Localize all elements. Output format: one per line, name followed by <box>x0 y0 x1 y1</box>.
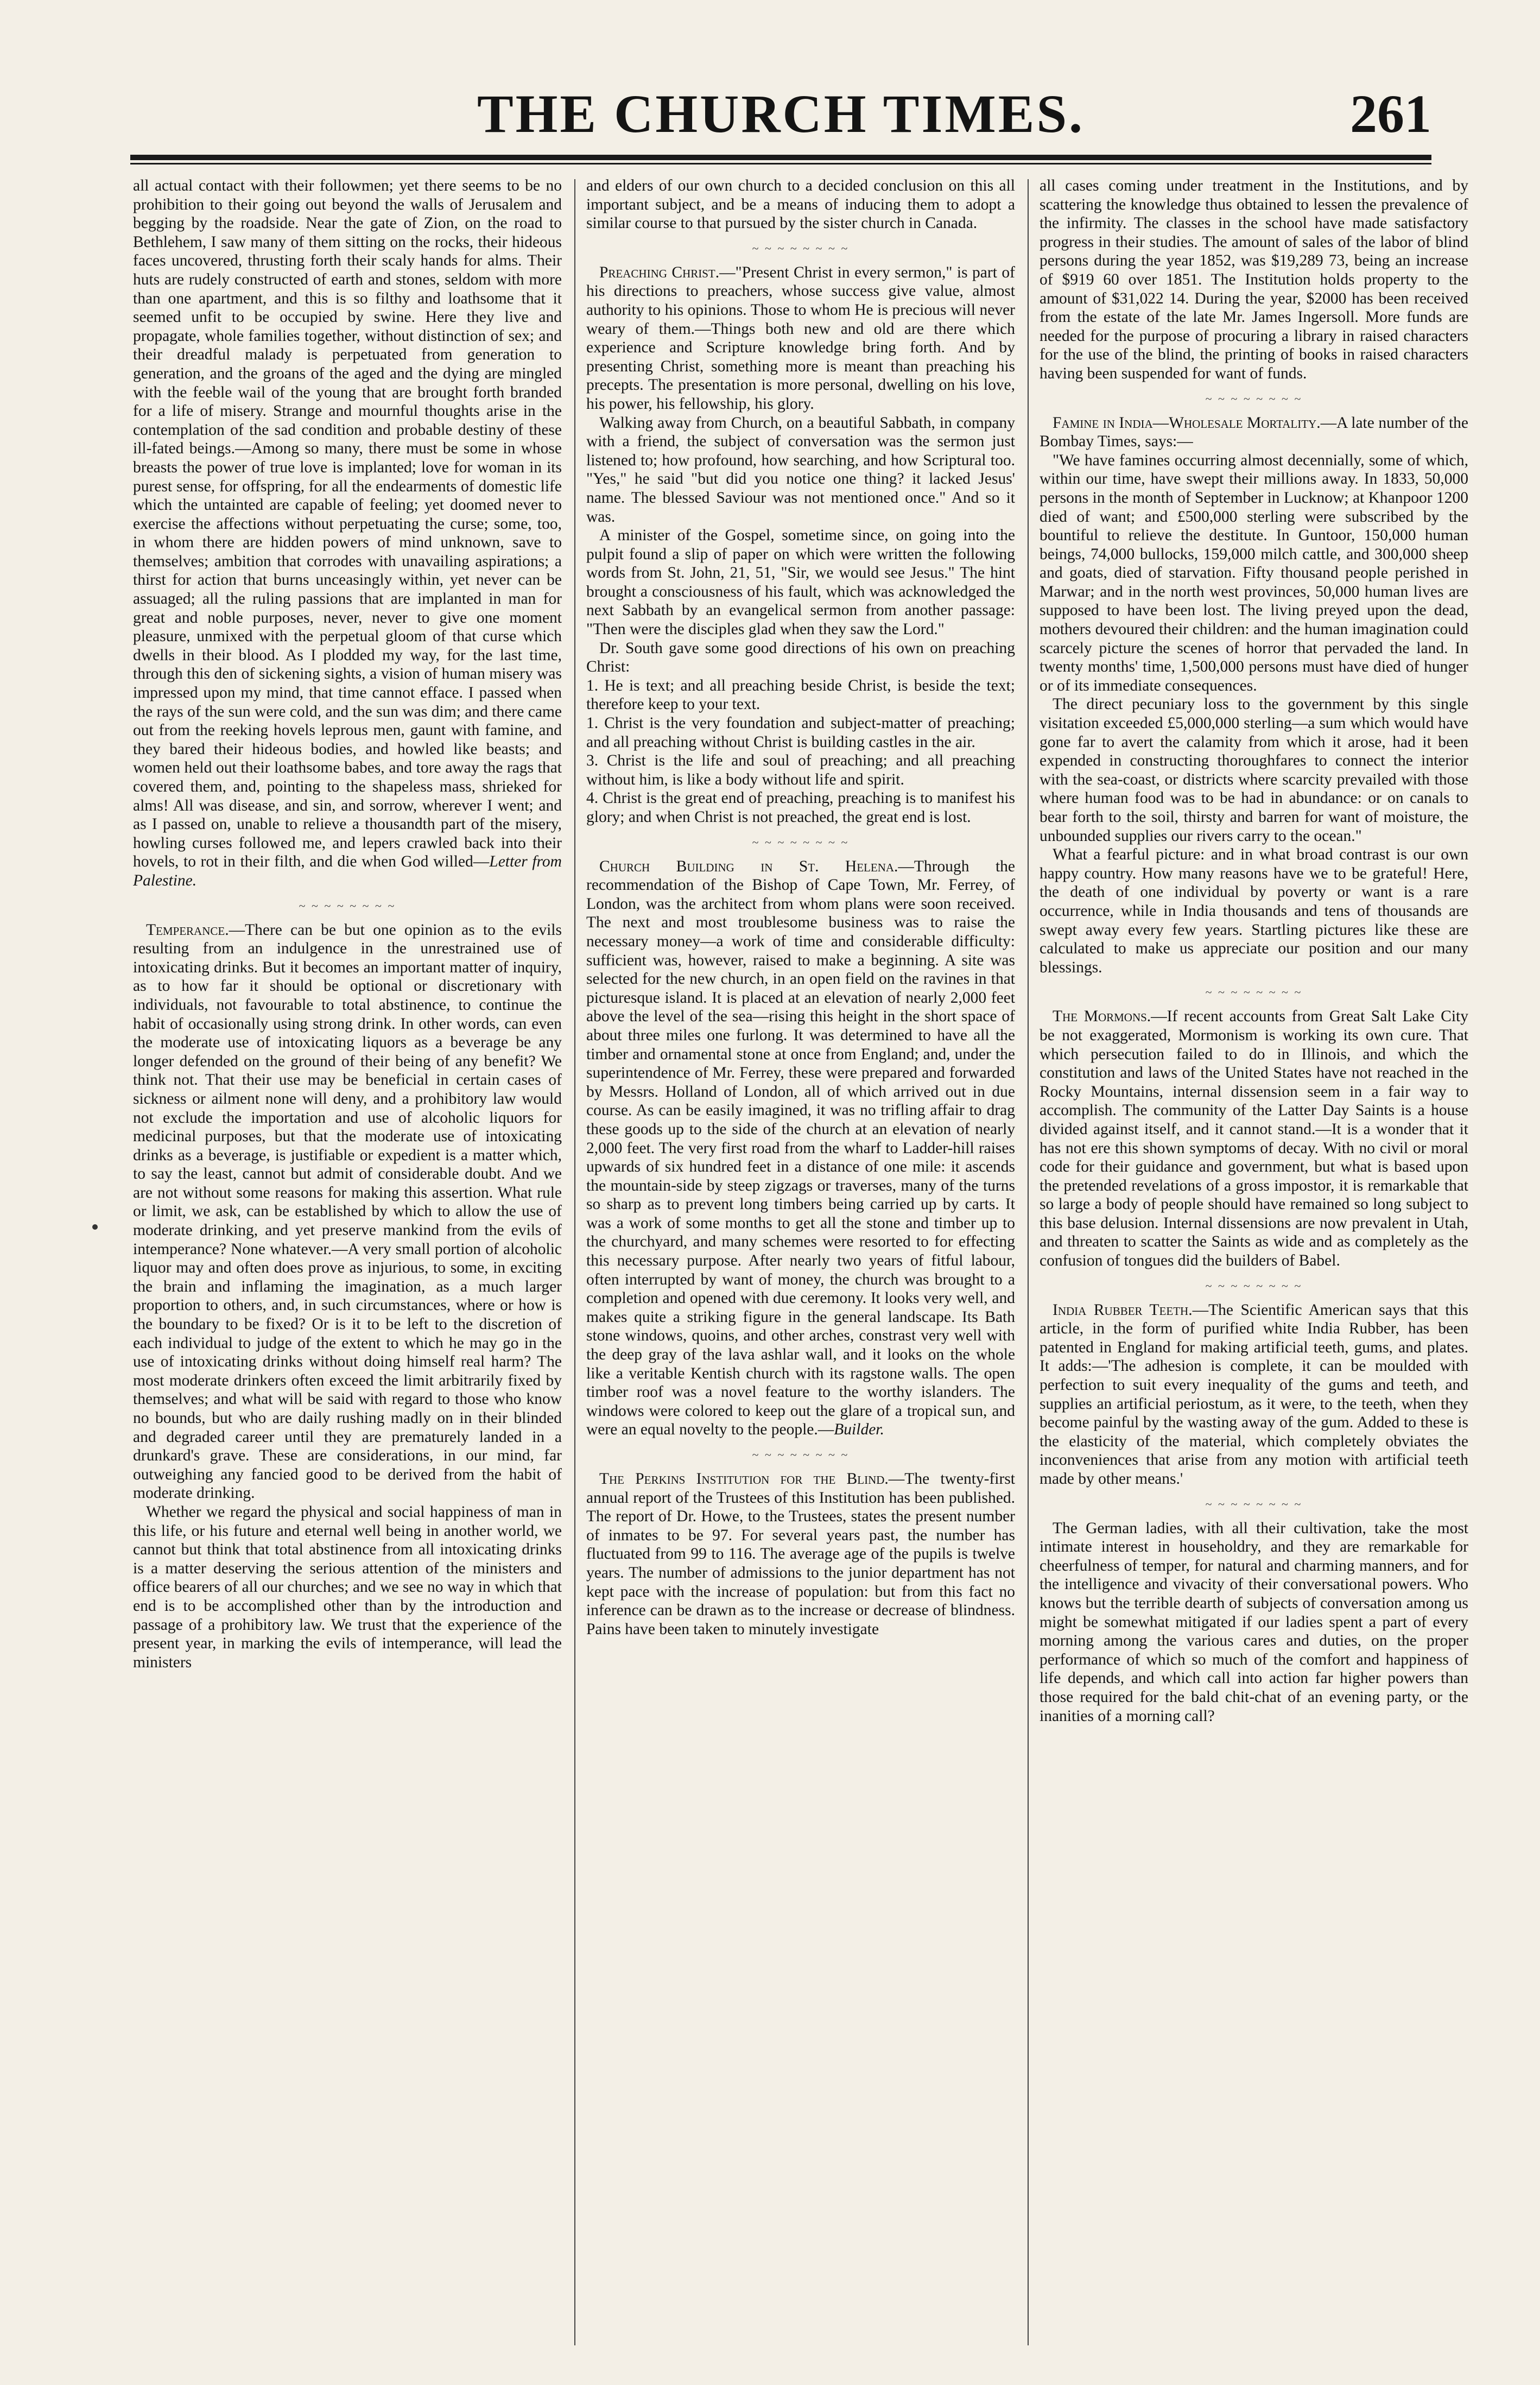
article-temperance-end: and elders of our own church to a decided conclusion on this all important subject, and be a means of inducing them to adopt a similar course to that pursued by the sister church in Canada. <box>586 177 1015 232</box>
article-perkins-heading: The Perkins Institution for the Blind. <box>599 1470 889 1488</box>
article-preaching-heading: Preaching Christ. <box>599 263 720 281</box>
margin-mark <box>92 1224 98 1230</box>
masthead-rule-heavy <box>130 155 1431 160</box>
column-2 <box>586 176 1015 2348</box>
article-preaching-p4: Dr. South gave some good directions of his own on preaching Christ: <box>586 639 1015 676</box>
article-separator: ~ ~ ~ ~ ~ ~ ~ ~ <box>752 241 850 255</box>
article-temperance-cont: Whether we regard the physical and social happiness of man in this life, or his future and eternal well being in another world, we cannot but think that total abstinence from all intoxicating drinks is a matter deserving the serious attention of the ministers and office bearers of all our churches; and we see no way in which that end is to be accomplished other than by the introduction and passage of a prohibitory law. We trust that the experience of the present year, in marking the evils of intemperance, will lead the ministers <box>133 1503 562 1671</box>
article-separator: ~ ~ ~ ~ ~ ~ ~ ~ <box>1205 391 1303 406</box>
article-rubber-teeth-heading: India Rubber Teeth. <box>1053 1301 1193 1319</box>
column-1 <box>133 176 562 2348</box>
preaching-directions-list <box>586 676 1015 827</box>
article-german-ladies: The German ladies, with all their cultivation, take the most intimate interest in householdry, and they are remarkable for cheerfulness of temper, for natural and charming manners, and for the intelligence and vivacity of their conversational powers. Who knows but the terrible dearth of subjects of conversation among us might be somewhat mitigated if our ladies spent a part of every morning among the various cares and duties, on the proper performance of which so much of the comfort and happiness of life depends, and which call into action far higher powers than those required for the bald chit-chat of an evening party, or the inanities of a morning call? <box>1040 1519 1468 1725</box>
article-famine-p2: "We have famines occurring almost decennially, some of which, within our time, have swept their millions away. In 1833, 50,000 persons in the month of September in Lucknow; at Khanpoor 1200 died of want; and £500,000 sterling were subscribed by the bountiful to relieve the destitute. In Guntoor, 150,000 human beings, 74,000 bullocks, 159,000 milch cattle, and 300,000 sheep and goats, died of starvation. Fifty thousand people perished in Marwar; and in the north west provinces, 50,000 human lives are supposed to have been lost. The living preyed upon the dead, mothers devoured their children: and the human imagination could scarcely picture the scenes of horror that pervaded the land. In twenty months' time, 1,500,000 persons must have died of hunger or of its immediate consequences. <box>1040 451 1468 694</box>
article-famine: Famine in India—Wholesale Mortality.—A late number of the Bombay Times, says:— <box>1040 414 1468 451</box>
masthead-rule-light <box>130 163 1431 165</box>
article-rubber-teeth: India Rubber Teeth.—The Scientific American says that this article, in the form of purified white India Rubber, has been patented in England for making artificial teeth, gums, and plates. It adds:—'The adhesion is complete, it can be moulded with perfection to suit every inequality of the gums and teeth, and supplies an artificial periostum, as it were, to the teeth, when they become painful by the wasting away of the gum. Added to these is the elasticity of the material, which completely obviates the inconveniences that arise from any motion with artificial teeth made by other means.' <box>1040 1301 1468 1488</box>
article-leper-source: Letter from Palestine. <box>133 853 562 889</box>
article-temperance: Temperance.—There can be but one opinion as to the evils resulting from an indulgence in the unrestrained use of intoxicating drinks. But it becomes an important matter of inquiry, as to how far it should be optional or discretionary with individuals, not favourable to total abstinence, to continue the habit of occasionally using strong drink. In other words, can even the moderate use of intoxicating liquors as a beverage be any longer defended on the ground of their being of any benefit? We think not. That their use may be beneficial in certain cases of sickness or ailment none will deny, and a prohibitory law would not exclude the importation and use of alcoholic liquors for medicinal purposes, but that the moderate use of intoxicating drinks as a beverage, is justifiable or expedient is a matter which, to say the least, cannot but admit of considerable doubt. And we are not without some reasons for making this assertion. What rule or limit, we ask, can be established by which to allow the use of moderate drinking, and yet preserve mankind from the evils of intemperance? None whatever.—A very small portion of alcoholic liquor may and often does prove as injurious, to some, in exciting the brain and inflaming the imagination, as a much larger proportion to others, and, in such circumstances, where or how is the boundary to be fixed? Or is it to be left to the discretion of each individual to judge of the extent to which he may go in the use of intoxicating drinks without doing himself real harm? The most moderate drinkers often exceed the limit arbitrarily fixed by themselves; and what will be said with regard to those who know no bounds, but who are daily rushing madly on in their blinded and degraded career until they are prematurely landed in a drunkard's grave. These are considerations, in our mind, far outweighing any fancied good to be derived from the habit of moderate drinking. <box>133 921 562 1502</box>
column-divider-1 <box>574 179 575 2345</box>
article-leper-text: all actual contact with their followmen; yet there seems to be no prohibition to their going out beyond the walls of Jerusalem and begging by the roadside. Near the gate of Zion, on the road to Bethlehem, I saw many of them sitting on the rocks, their hideous faces uncovered, thrusting forth their scaly hands for alms. Their huts are rudely constructed of earth and stones, seldom with more than one apartment, and this is so filthy and loathsome that it seemed unfit to be occupied by swine. Here they live and propagate, whole families together, without distinction of sex; and their dreadful malady is perpetuated from generation to generation, and the groans of the aged and the dying are mingled with the feeble wail of the young that are brought forth branded for a life of misery. Strange and mournful thoughts arise in the contemplation of the sad condition and probable destiny of these ill-fated beings.—Among so many, there must be some in whose breasts the power of true love is implanted; love for woman in its purest sense, for offspring, for all the endearments of domestic life which the untainted are capable of feeling; yet doomed never to exercise the affections without perpetuating the curse; some, too, in whom there are hidden powers of mind unknown, save to themselves; ambition that corrodes with unavailing aspirations; a thirst for action that burns unceasingly within, yet never can be assuaged; all the ruling passions that are implanted in man for great and noble purposes, never, never to give one moment pleasure, unmixed with the perpetual gloom of that curse which dwells in their blood. As I plodded my way, for the last time, through this den of sickening sights, a vision of human misery was impressed upon my mind, that time cannot efface. I passed when the rays of the sun were cold, and the sun was dim; and there came out from the reeking hovels leprous men, gaunt with famine, and they bared their hideous bodies, and howled like beasts; and women held out their loathsome babes, and tore away the rags that covered them, and, pointing to the shapeless mass, shrieked for alms! All was disease, and sin, and sorrow, wherever I went; and as I passed on, unable to relieve a thousandth part of the misery, howling curses followed me, and lepers crawled back into their hovels, to rot in their filth, and die when God willed—Letter from Palestine. <box>133 177 562 889</box>
article-temperance-heading: Temperance. <box>146 921 229 939</box>
article-preaching-p2: Walking away from Church, on a beautiful Sabbath, in company with a friend, the subject of conversation was the sermon just listened to; how profound, how searching, and how Scriptural too. "Yes," he said "but did you notice one thing? it lacked Jesus' name. The blessed Saviour was not mentioned once." And so it was. <box>586 414 1015 526</box>
newspaper-title: THE CHURCH TIMES. <box>477 84 1085 144</box>
column-3 <box>1040 176 1468 2348</box>
article-separator: ~ ~ ~ ~ ~ ~ ~ ~ <box>752 1448 850 1462</box>
article-st-helena-source: Builder. <box>834 1421 884 1439</box>
article-separator: ~ ~ ~ ~ ~ ~ ~ ~ <box>1205 985 1303 999</box>
article-famine-p4: What a fearful picture: and in what broad contrast is our own happy country. How many reasons have we to be grateful! Here, the death of one individual by poverty or want is a rare occurrence, while in India thousands and tens of thousands are swept away every few years. Startling pictures like these are calculated to make us appreciate our position and our many blessings. <box>1040 846 1468 976</box>
article-preaching: Preaching Christ.—"Present Christ in every sermon," is part of his directions to preachers, whose success give value, almost authority to his opinions. Those to whom He is precious will never weary of them.—Things both new and old are there which experience and Scripture knowledge bring forth. And by presenting Christ, something more is meant than preaching his precepts. The presentation is more personal, dwelling on his love, his power, his fellowship, his glory. <box>586 263 1015 413</box>
article-separator: ~ ~ ~ ~ ~ ~ ~ ~ <box>752 835 850 849</box>
article-famine-heading: Famine in India—Wholesale Mortality. <box>1053 414 1321 432</box>
column-divider-2 <box>1028 179 1029 2345</box>
article-separator: ~ ~ ~ ~ ~ ~ ~ ~ <box>1205 1497 1303 1511</box>
article-preaching-p3: A minister of the Gospel, sometime since, on going into the pulpit found a slip of paper on which were written the following words from St. John, 21, 51, "Sir, we would see Jesus." The hint brought a consciousness of his fault, which was acknowledged the next Sabbath by an evangelical sermon from another passage: "Then were the disciples glad when they saw the Lord." <box>586 527 1015 638</box>
article-separator: ~ ~ ~ ~ ~ ~ ~ ~ <box>299 899 396 913</box>
article-perkins-cont: all cases coming under treatment in the Institutions, and by scattering the knowledge thus obtained to lessen the prevalence of the infirmity. The classes in the school have made satisfactory progress in their studies. The amount of sales of the labor of blind persons during the year 1852, was $19,289 73, being an increase of $919 60 over 1851. The Institution holds property to the amount of $31,022 14. During the year, $2000 has been received from the estate of the late Mr. James Ingersoll. More funds are needed for the purpose of procuring a library in raised characters for the use of the blind, the printing of books in raised characters having been suspended for want of funds. <box>1040 177 1468 382</box>
article-famine-p3: The direct pecuniary loss to the government by this single visitation exceeded £5,000,000 sterling—a sum which would have gone far to avert the calamity from which it arose, had it been expended in constructing thoroughfares to connect the interior with the sea-coast, or districts where scarcity prevailed with those where human food was to be had in abundance: or on canals to bear forth to the soil, thirsty and barren for want of moisture, the unbounded supplies our rivers carry to the ocean." <box>1040 695 1468 845</box>
article-st-helena-heading: Church Building in St. Helena. <box>599 857 898 875</box>
article-mormons: The Mormons.—If recent accounts from Great Salt Lake City be not exaggerated, Mormonism is working its own cure. That which persecution failed to do in Illinois, and which the constitution and laws of the United States have not reached in the Rocky Mountains, internal dissension seem in a fair way to accomplish. The community of the Latter Day Saints is a house divided against itself, and it cannot stand.—It is a wonder that it has not ere this shown symptoms of decay. With no civil or moral code for their guidance and government, but what is based upon the pretended revelations of a gross impostor, it is remarkable that so large a body of people should have remained so long subject to this base delusion. Internal dissensions are now prevalent in Utah, and threaten to scatter the Saints as wide and as completely as the confusion of tongues did the builders of Babel. <box>1040 1008 1468 1270</box>
page-number: 261 <box>1350 84 1431 144</box>
article-st-helena: Church Building in St. Helena.—Through the recommendation of the Bishop of Cape Town, Mr. Ferrey, of London, was the architect from whom plans were soon received. The next and most troublesome business was to raise the necessary money—a work of time and considerable difficulty: sufficient was, however, raised to make a beginning. A site was selected for the new church, in an open field on the ravines in that picturesque island. It is placed at an elevation of nearly 2,000 feet above the level of the sea—rising this height in the short space of about three miles one furlong. It was determined to have all the timber and ornamental stone at once from England; and, under the superintendence of Mr. Ferrey, these were prepared and forwarded by Messrs. Holland of London, all of which arrived out in due course. As can be easily imagined, it was no trifling affair to drag these goods up to the side of the church at an elevation of nearly 2,000 feet. The very first road from the wharf to Ladder-hill raises upwards of six hundred feet in a distance of one mile: it ascends the mountain-side by steep zigzags or traverses, many of the turns so sharp as to prevent long timbers being carried up by carts. It was a work of some months to get all the stone and timber up to the churchyard, and many schemes were resorted to for effecting this necessary purpose. After nearly two years of fitful labour, often interrupted by want of money, the church was brought to a completion and opened with due ceremony. It looks very well, and makes quite a striking figure in the general landscape. Its Bath stone windows, quoins, and other arches, constrast very well with the deep gray of the lava ashlar wall, and it looks on the whole like a veritable Kentish church with its ragstone walls. The open timber roof was a novel feature to the worthy islanders. The windows were colored to keep out the glare of a tropical sun, and were an equal novelty to the people.—Builder. <box>586 857 1015 1439</box>
list-item: 4. Christ is the great end of preaching, preaching is to manifest his glory; and when Christ is not preached, the great end is lost. <box>586 789 1015 826</box>
masthead <box>130 81 1431 157</box>
list-item: 1. Christ is the very foundation and subject-matter of preaching; and all preaching without Christ is building castles in the air. <box>586 714 1015 751</box>
list-item: 1. He is text; and all preaching beside Christ, is beside the text; therefore keep to your text. <box>586 676 1015 713</box>
article-separator: ~ ~ ~ ~ ~ ~ ~ ~ <box>1205 1279 1303 1293</box>
list-item: 3. Christ is the life and soul of preaching; and all preaching without him, is like a body without life and spirit. <box>586 752 1015 788</box>
article-mormons-heading: The Mormons. <box>1053 1008 1151 1026</box>
article-perkins: The Perkins Institution for the Blind.—The twenty-first annual report of the Trustees of this Institution has been published. The report of Dr. Howe, to the Trustees, states the present number of inmates to be 97. For several years past, the number has fluctuated from 99 to 116. The average age of the pupils is twelve years. The number of admissions to the junior department has not kept pace with the increase of population: but from this fact no inference can be drawn as to the increase or decrease of blindness. Pains have been taken to minutely investigate <box>586 1470 1015 1638</box>
